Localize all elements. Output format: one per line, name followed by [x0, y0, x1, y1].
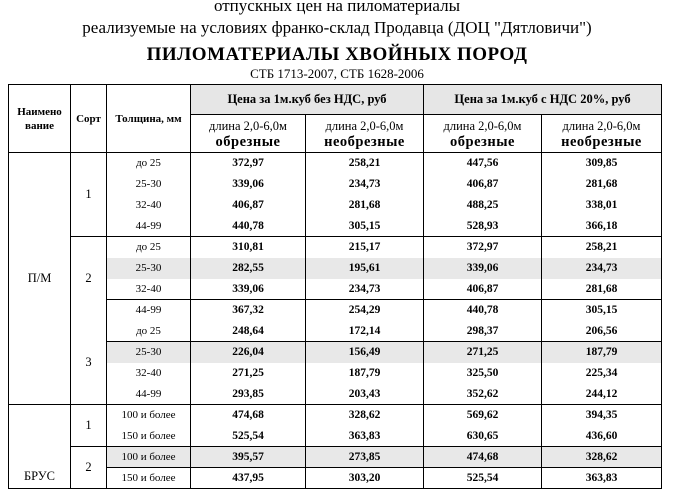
price-cell: 372,97 [424, 237, 542, 258]
thickness-cell: 150 и более [107, 426, 191, 447]
price-cell: 215,17 [306, 237, 424, 258]
price-cell: 273,85 [306, 447, 424, 468]
price-cell: 406,87 [191, 195, 306, 216]
price-cell: 226,04 [191, 342, 306, 363]
price-cell: 156,49 [306, 342, 424, 363]
price-cell: 234,73 [306, 279, 424, 300]
price-cell: 395,57 [191, 447, 306, 468]
price-cell: 305,15 [542, 300, 662, 321]
price-cell: 406,87 [424, 279, 542, 300]
price-cell: 366,18 [542, 216, 662, 237]
thickness-cell: 100 и более [107, 405, 191, 426]
price-cell: 525,54 [424, 468, 542, 489]
sort-label: 1 [71, 405, 107, 447]
price-cell: 271,25 [424, 342, 542, 363]
price-cell: 225,34 [542, 363, 662, 384]
standards-line: СТБ 1713-2007, СТБ 1628-2006 [250, 66, 424, 81]
price-table [8, 84, 662, 489]
price-cell: 234,73 [306, 174, 424, 195]
price-cell: 339,06 [191, 279, 306, 300]
price-cell: 310,81 [191, 237, 306, 258]
price-cell: 474,68 [424, 447, 542, 468]
col-header-name: Наимено вание [9, 85, 71, 153]
col-group-vat: Цена за 1м.куб с НДС 20%, руб [424, 85, 662, 115]
price-cell: 339,06 [424, 258, 542, 279]
price-cell: 474,68 [191, 405, 306, 426]
thickness-cell: 44-99 [107, 300, 191, 321]
price-cell: 372,97 [191, 153, 306, 174]
col-sub-header: длина 2,0-6,0м необрезные [542, 115, 662, 153]
price-list-title: ПИЛОМАТЕРИАЛЫ ХВОЙНЫХ ПОРОД [146, 44, 528, 65]
price-cell: 630,65 [424, 426, 542, 447]
price-cell: 525,54 [191, 426, 306, 447]
price-cell: 440,78 [424, 300, 542, 321]
col-sub-header: длина 2,0-6,0м необрезные [306, 115, 424, 153]
col-sub-header: длина 2,0-6,0м обрезные [191, 115, 306, 153]
price-cell: 281,68 [542, 174, 662, 195]
thickness-cell: 32-40 [107, 279, 191, 300]
price-cell: 394,35 [542, 405, 662, 426]
price-cell: 406,87 [424, 174, 542, 195]
sort-label: 3 [71, 321, 107, 405]
col-header-sort: Сорт [71, 85, 107, 153]
price-cell: 436,60 [542, 426, 662, 447]
price-cell: 437,95 [191, 468, 306, 489]
price-cell: 271,25 [191, 363, 306, 384]
price-cell: 440,78 [191, 216, 306, 237]
price-cell: 187,79 [306, 363, 424, 384]
price-cell: 352,62 [424, 384, 542, 405]
col-group-no-vat: Цена за 1м.куб без НДС, руб [191, 85, 424, 115]
price-cell: 363,83 [306, 426, 424, 447]
price-cell: 282,55 [191, 258, 306, 279]
price-cell: 569,62 [424, 405, 542, 426]
thickness-cell: 25-30 [107, 258, 191, 279]
price-cell: 298,37 [424, 321, 542, 342]
price-cell: 244,12 [542, 384, 662, 405]
col-header-thickness: Толщина, мм [107, 85, 191, 153]
price-cell: 325,50 [424, 363, 542, 384]
header-line-2: реализуемые на условиях франко-склад Продавца (ДОЦ "Дятловичи") [82, 18, 592, 37]
price-cell: 258,21 [306, 153, 424, 174]
price-cell: 187,79 [542, 342, 662, 363]
sort-label: 1 [71, 153, 107, 237]
thickness-cell: 100 и более [107, 447, 191, 468]
price-cell: 303,20 [306, 468, 424, 489]
price-cell: 363,83 [542, 468, 662, 489]
sort-label: 2 [71, 237, 107, 321]
price-cell: 206,56 [542, 321, 662, 342]
price-cell: 281,68 [542, 279, 662, 300]
thickness-cell: до 25 [107, 153, 191, 174]
group-label-brus: БРУС [9, 405, 71, 489]
header-line-1: отпускных цен на пиломатериалы [213, 0, 461, 15]
thickness-cell: 150 и более [107, 468, 191, 489]
price-cell: 328,62 [542, 447, 662, 468]
thickness-cell: 32-40 [107, 363, 191, 384]
thickness-cell: до 25 [107, 237, 191, 258]
thickness-cell: до 25 [107, 321, 191, 342]
price-cell: 328,62 [306, 405, 424, 426]
price-cell: 195,61 [306, 258, 424, 279]
price-cell: 234,73 [542, 258, 662, 279]
price-cell: 293,85 [191, 384, 306, 405]
price-cell: 172,14 [306, 321, 424, 342]
price-cell: 258,21 [542, 237, 662, 258]
price-cell: 305,15 [306, 216, 424, 237]
price-cell: 338,01 [542, 195, 662, 216]
price-cell: 254,29 [306, 300, 424, 321]
col-sub-header: длина 2,0-6,0м обрезные [424, 115, 542, 153]
price-cell: 203,43 [306, 384, 424, 405]
thickness-cell: 32-40 [107, 195, 191, 216]
price-cell: 367,32 [191, 300, 306, 321]
thickness-cell: 25-30 [107, 174, 191, 195]
thickness-cell: 44-99 [107, 216, 191, 237]
price-cell: 528,93 [424, 216, 542, 237]
price-cell: 309,85 [542, 153, 662, 174]
price-cell: 488,25 [424, 195, 542, 216]
sort-label: 2 [71, 447, 107, 489]
price-cell: 281,68 [306, 195, 424, 216]
price-cell: 248,64 [191, 321, 306, 342]
thickness-cell: 25-30 [107, 342, 191, 363]
price-cell: 339,06 [191, 174, 306, 195]
thickness-cell: 44-99 [107, 384, 191, 405]
price-cell: 447,56 [424, 153, 542, 174]
group-label-pm: П/М [9, 153, 71, 405]
